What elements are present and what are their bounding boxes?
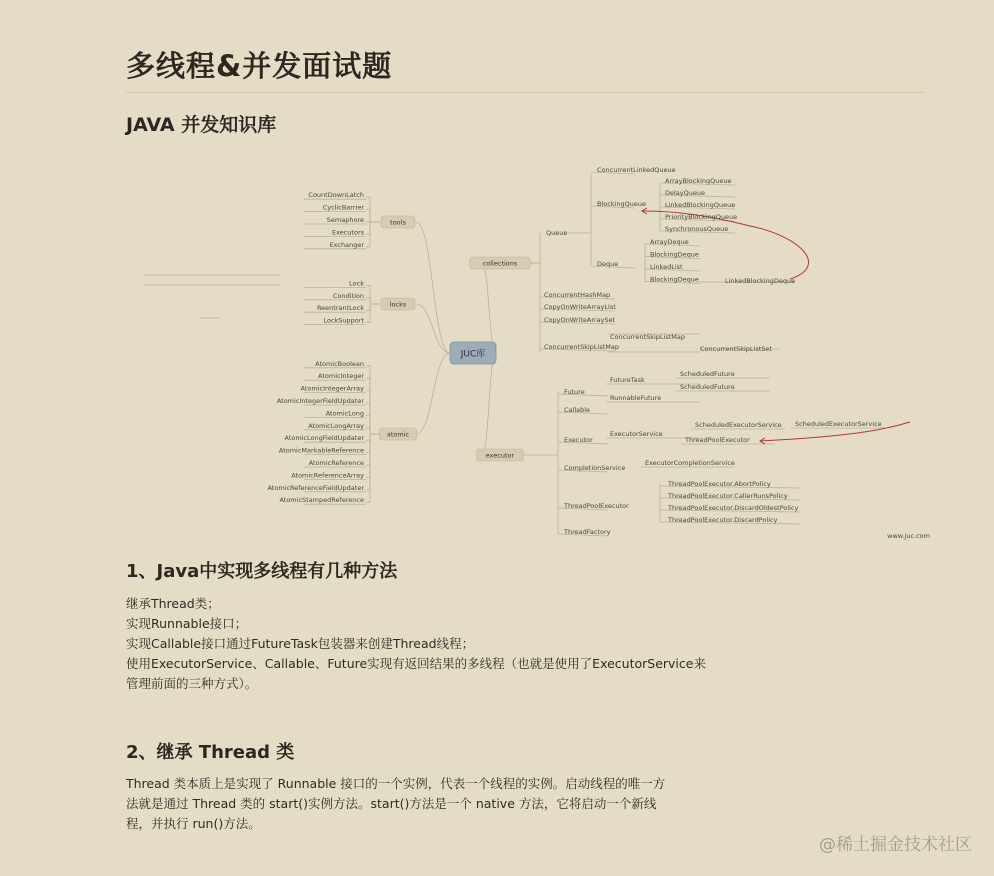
leaf-blocking-1: DelayQueue [665,189,705,197]
leaf-tools-0: CountDownLatch [308,191,364,200]
leaf-deque-2: LinkedList [650,263,683,271]
leaf-atomic-5: AtomicLongArray [308,421,364,430]
leaf-coll-4: ConcurrentSkipListMap [544,343,619,351]
leaf-deque-extra: LinkedBlockingDeque [725,277,796,285]
section2-line: Thread 类本质上是实现了 Runnable 接口的一个实例，代表一个线程的实例。启动线程的唯一方 [126,776,666,791]
mindmap-diagram [140,156,940,546]
leaf-locks-1: Condition [332,291,364,300]
section2-heading: 2、继承 Thread 类 [126,742,295,763]
leaf-atomic-9: AtomicReferenceArray [291,471,364,480]
section1-line: 管理前面的三种方式）。 [126,676,258,691]
section2-line: 法就是通过 Thread 类的 start()实例方法。start()方法是一个 native 方法，它将启动一个新线 [126,796,657,811]
leaf-exec-child-5: ThreadPoolExecutor [685,436,750,444]
leaf-exec-5: ThreadFactory [564,528,611,536]
branch-collections: collections [482,259,518,268]
leaf-exec-child-4: ExecutorService [610,430,663,438]
section1-line: 实现Callable接口通过FutureTask包装器来创建Thread线程； [126,636,475,651]
leaf-exec-child-8: ExecutorCompletionService [645,459,735,467]
leaf-deque-3: BlockingDeque [650,275,699,284]
leaf-exec-3: CompletionService [564,464,626,472]
leaf-queue-0: ConcurrentLinkedQueue [597,166,676,174]
leaf-exec-child-6: ScheduledExecutorService [695,421,782,429]
leaf-coll-3: CopyOnWriteArraySet [544,316,616,324]
leaf-coll-2: CopyOnWriteArrayList [544,303,616,311]
title-divider [126,92,924,93]
leaf-queue-1: BlockingQueue [597,200,646,208]
leaf-atomic-7: AtomicMarkableReference [278,446,364,455]
leaf-exec-child-7: ScheduledExecutorService [795,420,882,428]
leaf-deque-0: ArrayDeque [650,238,689,246]
leaf-policy-2: ThreadPoolExecutor.DiscardOldestPolicy [668,504,799,512]
page-title: 多线程&并发面试题 [126,49,393,83]
section-subtitle: JAVA 并发知识库 [126,114,277,136]
leaf-atomic-1: AtomicInteger [318,372,364,381]
leaf-atomic-4: AtomicLong [325,409,364,418]
leaf-atomic-0: AtomicBoolean [315,359,364,368]
branch-executor: executor [485,451,515,460]
section2-line: 程，并执行 run()方法。 [126,816,261,831]
leaf-exec-4: ThreadPoolExecutor [564,502,629,510]
leaf-exec-2: Executor [564,436,593,444]
leaf-atomic-6: AtomicLongFieldUpdater [284,434,364,443]
leaf-policy-1: ThreadPoolExecutor.CallerRunsPolicy [668,492,788,500]
leaf-exec-child-2: ScheduledFuture [680,370,735,378]
leaf-coll-1: ConcurrentHashMap [544,291,611,299]
branch-tools: tools [390,218,406,227]
watermark: @稀土掘金技术社区 [819,835,972,855]
mindmap-footer: www.juc.com [887,532,930,540]
section1-line: 实现Runnable接口； [126,616,248,631]
leaf-policy-3: ThreadPoolExecutor.DiscardPolicy [668,516,778,524]
leaf-exec-child-3: ScheduledFuture [680,383,735,391]
leaf-blocking-3: PriorityBlockingQueue [665,213,738,221]
leaf-blocking-2: LinkedBlockingQueue [665,201,736,209]
section1-heading: 1、Java中实现多线程有几种方法 [126,561,398,582]
leaf-atomic-10: AtomicReferenceFieldUpdater [267,483,364,492]
leaf-coll-skiplistset: ConcurrentSkipListSet [700,345,772,353]
leaf-blocking-0: ArrayBlockingQueue [665,177,732,185]
branch-atomic: atomic [386,430,410,439]
mindmap-root: JUC库 [460,349,486,360]
leaf-locks-2: ReentrantLock [316,304,364,313]
leaf-tools-1: CyclicBarrier [322,203,364,212]
leaf-exec-child-1: RunnableFuture [610,394,662,402]
leaf-atomic-3: AtomicIntegerFieldUpdater [276,397,364,405]
leaf-blocking-4: SynchronousQueue [665,225,729,233]
section1-line: 使用ExecutorService、Callable、Future实现有返回结果的多线程（也就是使用了ExecutorService来 [126,656,706,671]
leaf-atomic-2: AtomicIntegerArray [300,384,364,393]
leaf-atomic-11: AtomicStampedReference [279,496,364,505]
section1-body [126,594,726,694]
leaf-locks-0: Lock [349,279,364,288]
leaf-exec-child-0: FutureTask [610,376,645,384]
leaf-tools-4: Exchanger [329,240,364,249]
leaf-policy-0: ThreadPoolExecutor.AbortPolicy [668,480,771,488]
leaf-queue: Queue [546,229,568,237]
leaf-locks-3: LockSupport [323,316,364,325]
section1-line: 继承Thread类； [126,596,220,611]
leaf-tools-3: Executors [331,228,364,237]
leaf-exec-1: Callable [564,406,591,414]
leaf-deque-1: BlockingDeque [650,250,699,259]
branch-locks: locks [389,300,407,309]
section2-body [126,774,726,834]
leaf-queue-2: Deque [597,260,619,268]
leaf-coll-skiplistmap: ConcurrentSkipListMap [610,333,685,341]
leaf-tools-2: Semaphore [326,216,364,224]
leaf-atomic-8: AtomicReference [308,459,364,467]
leaf-exec-0: Future [564,388,585,396]
